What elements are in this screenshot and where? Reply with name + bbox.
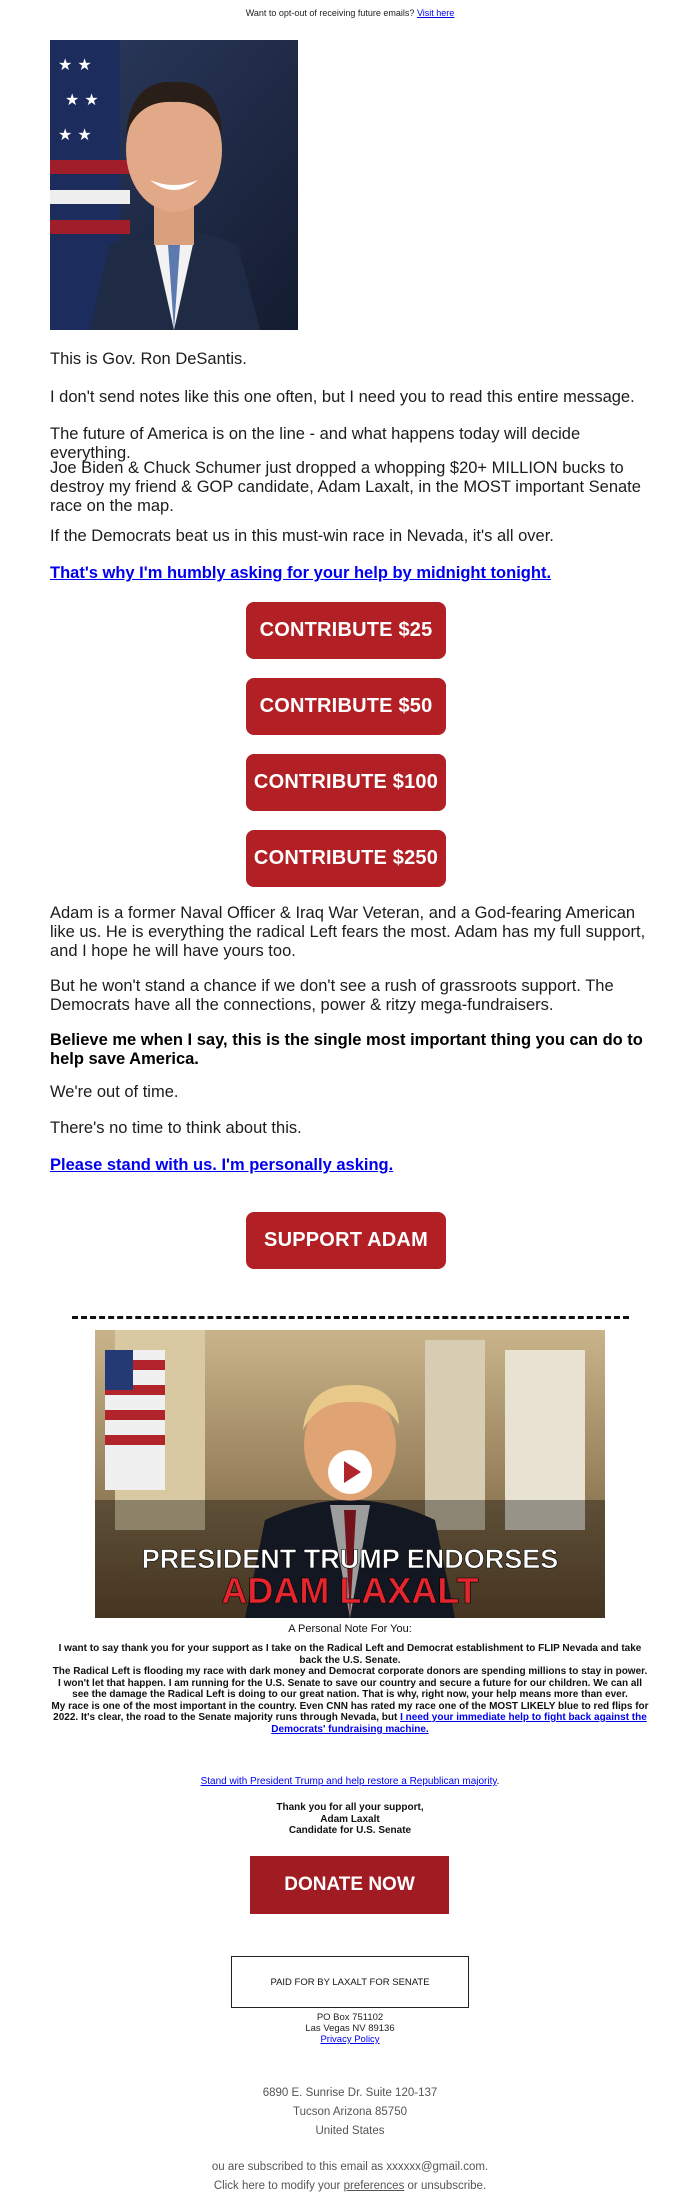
video-image	[95, 1330, 605, 1618]
paragraph-7: Believe me when I say, this is the single most important thing you can do to help save America.	[50, 1031, 643, 1068]
paragraph-2: The future of America is on the line - and what happens today will decide everything.	[50, 425, 581, 462]
immediate-help-link[interactable]: I need your immediate help to fight back against the Democrats' fundraising machine.	[271, 1712, 647, 1735]
footer-subscription	[0, 2158, 700, 2196]
note-line-4	[50, 1701, 650, 1736]
desantis-photo	[50, 40, 298, 330]
contribute-25-button[interactable]: CONTRIBUTE $25	[246, 602, 446, 659]
modify-line	[0, 2177, 700, 2196]
signature-name: Adam Laxalt	[320, 1813, 380, 1825]
paragraph-3: Joe Biden & Chuck Schumer just dropped a whopping $20+ MILLION bucks to destroy my friend & GOP candidate, Adam Laxalt, in the MOST important Senate race on the map.	[50, 459, 641, 515]
ask-help-link[interactable]: That's why I'm humbly asking for your help by midnight tonight.	[50, 564, 552, 582]
modify-post-text: or unsubscribe.	[404, 2180, 487, 2192]
stand-trump-end: .	[496, 1776, 500, 1787]
contribute-100-button[interactable]: CONTRIBUTE $100	[246, 754, 446, 811]
paragraph-5: Adam is a former Naval Officer & Iraq War Veteran, and a God-fearing American like us. He is everything the radical Left fears the most. Adam has my full support, and I hope he will have yours too.	[50, 904, 646, 960]
divider	[72, 1316, 629, 1323]
footer-city: Tucson Arizona 85750	[292, 2106, 407, 2118]
note-line-4-text: My race is one of the most important in the country. Even CNN has rated my race one of the MOST LIKELY blue to red flips for 2022. It's clear, the road to the Senate majority runs through Nevada, but	[51, 1700, 649, 1723]
thanks-text: Thank you for all your support,	[276, 1802, 424, 1813]
footer-street: 6890 E. Sunrise Dr. Suite 120-137	[262, 2087, 438, 2099]
note-line-1: I want to say thank you for your support as I take on the Radical Left and Democrat establishment to FLIP Nevada and take back the U.S. Senate.	[58, 1643, 642, 1666]
video-title-line-2: ADAM LAXALT	[221, 1570, 479, 1611]
paid-for-box	[231, 1956, 469, 2008]
paid-for-text: PAID FOR BY LAXALT FOR SENATE	[270, 1976, 430, 1988]
contribute-250-button[interactable]: CONTRIBUTE $250	[246, 830, 446, 887]
note-line-2: The Radical Left is flooding my race with dark money and Democrat corporate donors are spending millions to stay in power.	[52, 1666, 648, 1677]
signature-title: Candidate for U.S. Senate	[288, 1825, 412, 1836]
paragraph-1: I don't send notes like this one often, but I need you to read this entire message.	[50, 388, 635, 406]
paragraph-9: There's no time to think about this.	[50, 1119, 302, 1137]
optout-bar	[0, 8, 700, 18]
paragraph-6: But he won't stand a chance if we don't see a rush of grassroots support. The Democrats have all the connections, power & ritzy mega-fundraisers.	[50, 977, 614, 1014]
legal-address	[0, 2012, 700, 2045]
note-body	[50, 1643, 650, 1735]
subscribed-text: ou are subscribed to this email as xxxxxx@gmail.com.	[211, 2161, 489, 2173]
privacy-policy-link[interactable]: Privacy Policy	[320, 2034, 380, 2045]
optout-text: Want to opt-out of receiving future emails?	[245, 8, 417, 18]
stand-with-us-link[interactable]: Please stand with us. I'm personally asking.	[50, 1156, 394, 1174]
svg-text:★ ★: ★ ★	[65, 90, 99, 109]
intro-text: This is Gov. Ron DeSantis.	[50, 350, 247, 368]
support-adam-button[interactable]: SUPPORT ADAM	[246, 1212, 446, 1269]
svg-text:★ ★: ★ ★	[58, 125, 92, 144]
donate-now-button[interactable]: DONATE NOW	[250, 1856, 449, 1914]
svg-text:★ ★: ★ ★	[58, 55, 92, 74]
footer-country: United States	[315, 2125, 385, 2137]
po-box: PO Box 751102	[316, 2012, 384, 2023]
signature-block	[50, 1802, 650, 1837]
stand-trump-line	[50, 1776, 650, 1788]
note-line-3: I won't let that happen. I am running for the U.S. Senate to save our country and secure a future for our children. We can all see the damage the Radical Left is doing to our great nation. That is why, right now, your help means more than ever.	[58, 1677, 642, 1700]
video-title-line-1: PRESIDENT TRUMP ENDORSES	[141, 1544, 559, 1574]
modify-pre-text: Click here to modify your	[213, 2180, 344, 2192]
portrait-image	[50, 40, 298, 330]
footer-address	[0, 2084, 700, 2141]
legal-city: Las Vegas NV 89136	[305, 2023, 395, 2034]
paragraph-4: If the Democrats beat us in this must-win race in Nevada, it's all over.	[50, 527, 554, 545]
preferences-link[interactable]: preferences	[343, 2180, 405, 2192]
contribute-50-button[interactable]: CONTRIBUTE $50	[246, 678, 446, 735]
video-thumbnail[interactable]	[95, 1330, 605, 1618]
optout-link[interactable]: Visit here	[416, 8, 455, 18]
note-heading: A Personal Note For You:	[288, 1623, 412, 1635]
paragraph-8: We're out of time.	[50, 1083, 179, 1101]
stand-trump-link[interactable]: Stand with President Trump and help restore a Republican majority	[200, 1776, 497, 1787]
